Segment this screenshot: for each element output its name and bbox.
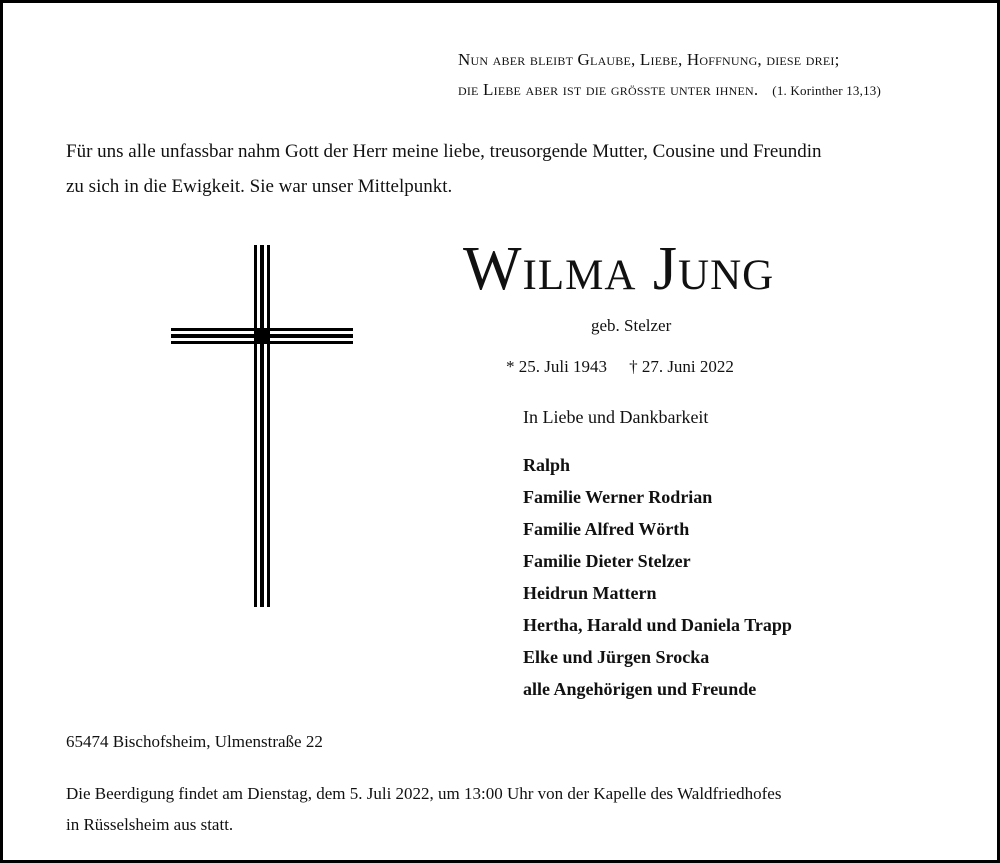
dedication: In Liebe und Dankbarkeit — [523, 407, 709, 427]
intro-line-2: zu sich in die Ewigkeit. Sie war unser Mittelpunkt. — [66, 176, 453, 197]
funeral-line-2: in Rüsselsheim aus statt. — [66, 815, 234, 834]
deceased-name: Wilma Jung — [463, 235, 775, 303]
mourners-list — [523, 449, 792, 705]
death-date: † 27. Juni 2022 — [629, 357, 734, 376]
list-item: Ralph — [523, 455, 571, 475]
verse-reference: (1. Korinther 13,13) — [772, 83, 881, 98]
cross-icon — [171, 245, 353, 607]
list-item: Heidrun Mattern — [523, 583, 657, 603]
address: 65474 Bischofsheim, Ulmenstraße 22 — [66, 732, 323, 751]
verse-line-2-text: die Liebe aber ist die grösste unter ihnen. — [458, 80, 759, 99]
verse-line-1: Nun aber bleibt Glaube, Liebe, Hoffnung, diese drei; — [458, 50, 840, 69]
life-dates — [506, 357, 734, 377]
list-item: Elke und Jürgen Srocka — [523, 647, 710, 667]
bible-verse — [458, 45, 978, 106]
intro-text — [66, 134, 966, 204]
intro-line-1: Für uns alle unfassbar nahm Gott der Herr meine liebe, treusorgende Mutter, Cousine und Freundin — [66, 141, 822, 162]
list-item: Familie Alfred Wörth — [523, 519, 690, 539]
maiden-name: geb. Stelzer — [591, 316, 672, 335]
list-item: Hertha, Harald und Daniela Trapp — [523, 615, 792, 635]
list-item: alle Angehörigen und Freunde — [523, 679, 757, 699]
funeral-line-1: Die Beerdigung findet am Dienstag, dem 5. Juli 2022, um 13:00 Uhr von der Kapelle des Waldfriedhofes — [66, 784, 782, 803]
verse-line-2 — [458, 75, 978, 106]
list-item: Familie Dieter Stelzer — [523, 551, 691, 571]
list-item: Familie Werner Rodrian — [523, 487, 713, 507]
birth-date: * 25. Juli 1943 — [506, 357, 608, 376]
funeral-info — [66, 778, 966, 840]
